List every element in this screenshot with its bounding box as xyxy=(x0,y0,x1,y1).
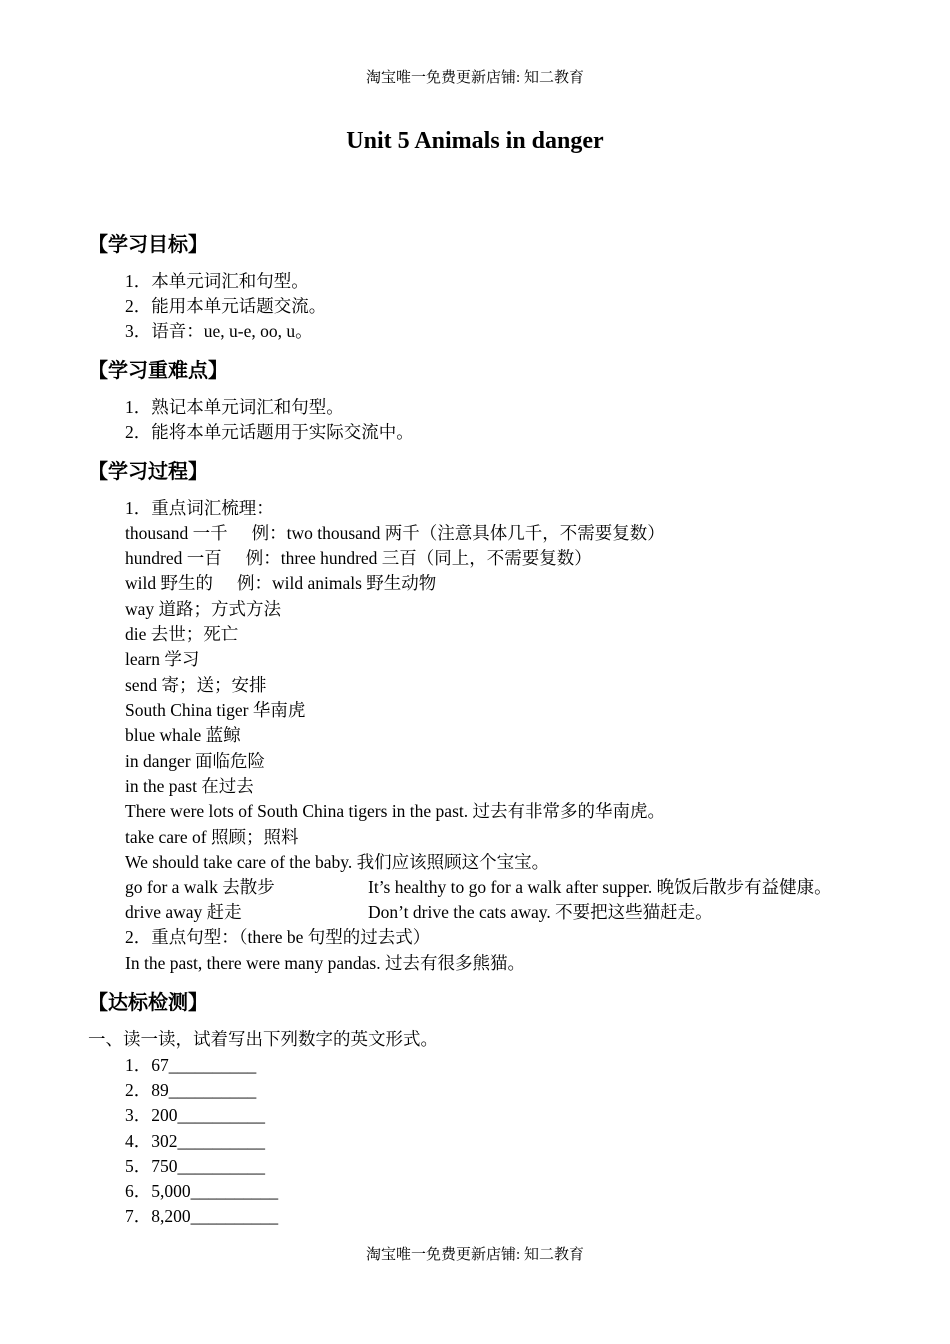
sentence-heading: 2．重点句型：（there be 句型的过去式） xyxy=(125,927,431,947)
process-heading: 【学习过程】 xyxy=(88,459,208,483)
pair-example: Don’t drive the cats away. 不要把这些猫赶走。 xyxy=(368,902,713,922)
test-item: 4．302__________ xyxy=(125,1131,265,1151)
vocab-word: We should take care of the baby. 我们应该照顾这个宝宝。 xyxy=(125,852,550,872)
test-item: 6．5,000__________ xyxy=(125,1181,279,1201)
page-title: Unit 5 Animals in danger xyxy=(346,128,604,154)
page-header-note: 淘宝唯一免费更新店铺: 知二教育 xyxy=(366,70,584,86)
test-question: 一、读一读，试着写出下列数字的英文形式。 xyxy=(88,1029,438,1049)
vocab-term: hundred 一百 xyxy=(125,548,222,568)
pair-example: It’s healthy to go for a walk after supper. 晚饭后散步有益健康。 xyxy=(368,877,832,897)
vocab-line xyxy=(125,572,436,594)
vocab-heading: 1．重点词汇梳理： xyxy=(125,498,274,518)
vocab-line xyxy=(125,522,665,544)
vocab-word: in danger 面临危险 xyxy=(125,751,265,771)
objective-item: 3．语音：ue, u-e, oo, u。 xyxy=(125,321,313,341)
test-heading: 【达标检测】 xyxy=(88,990,208,1014)
objective-item: 1．本单元词汇和句型。 xyxy=(125,271,309,291)
key-sentence: In the past, there were many pandas. 过去有很多熊猫。 xyxy=(125,953,525,973)
vocab-word: blue whale 蓝鲸 xyxy=(125,725,241,745)
vocab-example: 例：two thousand 两千（注意具体几千，不需要复数） xyxy=(251,523,665,543)
objectives-heading: 【学习目标】 xyxy=(88,232,208,256)
vocab-word: die 去世；死亡 xyxy=(125,624,239,644)
objective-item: 2．能用本单元话题交流。 xyxy=(125,296,327,316)
key-points-heading: 【学习重难点】 xyxy=(88,358,228,382)
pair-term: drive away 赶走 xyxy=(125,902,242,922)
vocab-word: There were lots of South China tigers in the past. 过去有非常多的华南虎。 xyxy=(125,801,665,821)
vocab-term: thousand 一千 xyxy=(125,523,228,543)
test-item: 7．8,200__________ xyxy=(125,1206,279,1226)
vocab-word: South China tiger 华南虎 xyxy=(125,700,306,720)
vocab-word: way 道路；方式方法 xyxy=(125,599,282,619)
page-footer-note: 淘宝唯一免费更新店铺: 知二教育 xyxy=(366,1247,584,1263)
test-item: 5．750__________ xyxy=(125,1156,265,1176)
key-point-item: 2．能将本单元话题用于实际交流中。 xyxy=(125,422,414,442)
vocab-word: take care of 照顾；照料 xyxy=(125,827,299,847)
key-point-item: 1．熟记本单元词汇和句型。 xyxy=(125,397,344,417)
vocab-word: send 寄；送；安排 xyxy=(125,675,267,695)
vocab-word: learn 学习 xyxy=(125,649,200,669)
vocab-line xyxy=(125,547,592,569)
vocab-example: 例：three hundred 三百（同上，不需要复数） xyxy=(245,548,592,568)
test-item: 3．200__________ xyxy=(125,1105,265,1125)
test-item: 2．89__________ xyxy=(125,1080,257,1100)
test-item: 1．67__________ xyxy=(125,1055,257,1075)
vocab-term: wild 野生的 xyxy=(125,573,213,593)
vocab-word: in the past 在过去 xyxy=(125,776,254,796)
vocab-example: 例：wild animals 野生动物 xyxy=(237,573,437,593)
pair-term: go for a walk 去散步 xyxy=(125,877,275,897)
